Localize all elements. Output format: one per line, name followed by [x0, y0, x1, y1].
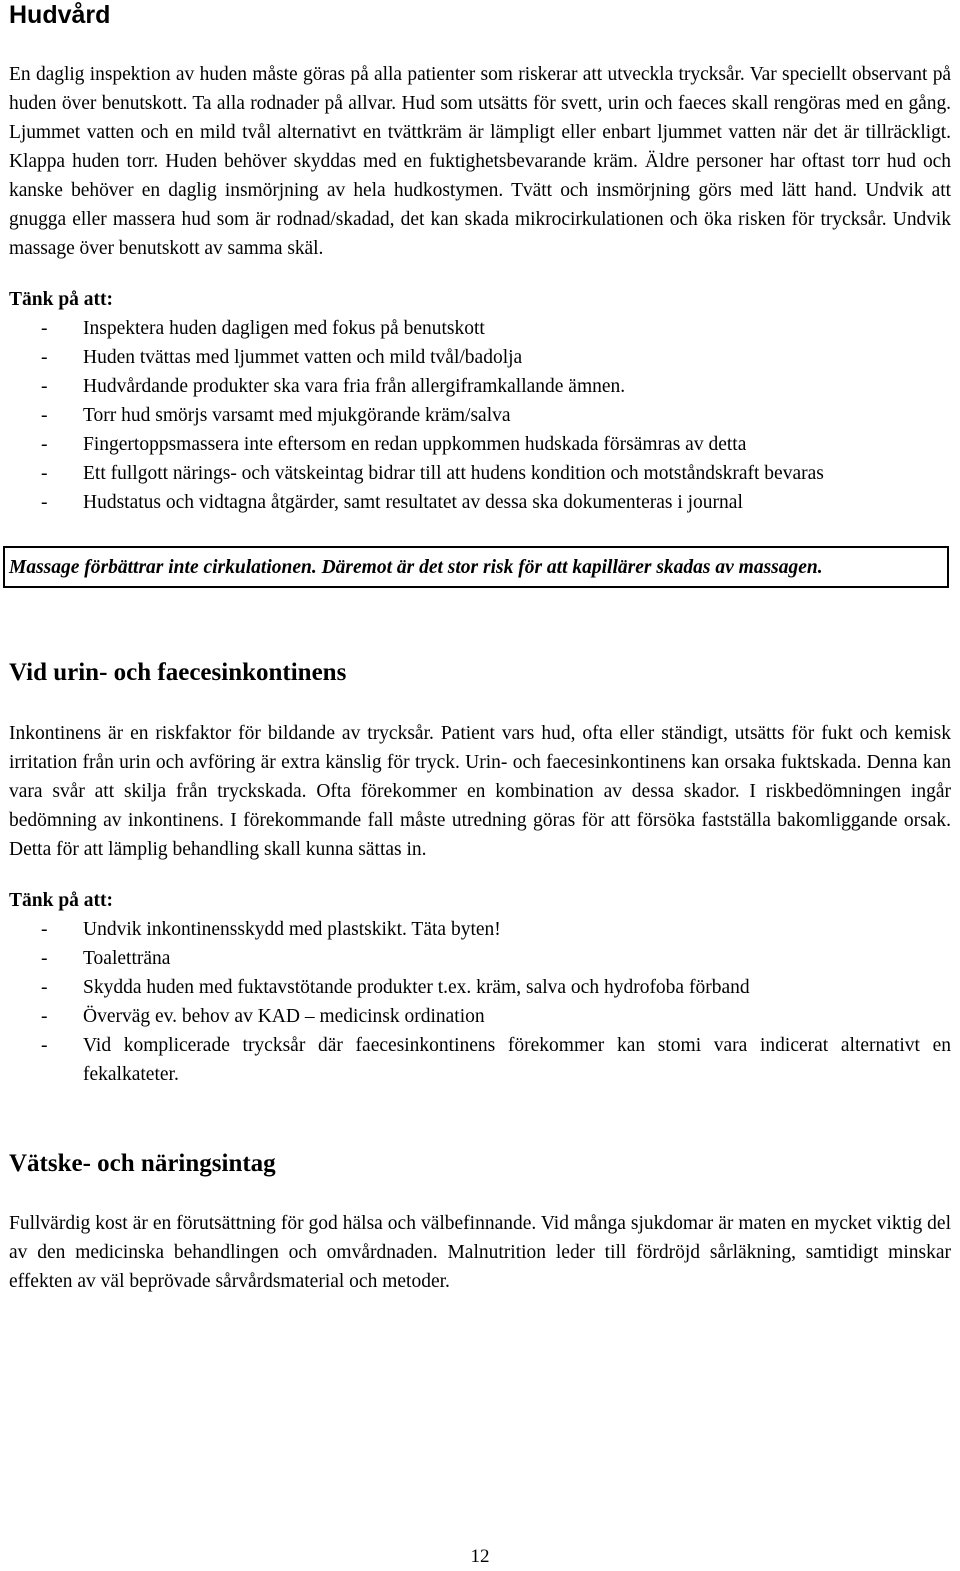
list-item: - Huden tvättas med ljummet vatten och mild tvål/badolja — [9, 343, 951, 372]
section-title-incontinence: Vid urin- och faecesinkontinens — [9, 659, 347, 686]
document-page — [9, 0, 951, 1296]
list-item: - Inspektera huden dagligen med fokus på benutskott — [9, 314, 951, 343]
page-number: 12 — [470, 1546, 490, 1567]
list-item: - Hudvårdande produkter ska vara fria från allergiframkallande ämnen. — [9, 372, 951, 401]
skin-care-intro: En daglig inspektion av huden måste göras på alla patienter som riskerar att utveckla trycksår. Var speciellt observant på huden över benutskott. Ta alla rodnader på allvar. Hud som utsätts för svett, urin och faeces skall rengöras med en gång. Ljummet vatten och en mild tvål alternativt en tvättkräm är lämpligt eller enbart ljummet vatten när det är tillräckligt. Klappa huden torr. Huden behöver skyddas med en fuktighetsbevarande kräm. Äldre personer har oftast torr hud och kanske behöver en daglig insmörjning av hela hudkostymen. Tvätt och insmörjning görs med lätt hand. Undvik att gnugga eller massera hud som är rodnad/skadad, det kan skada mikrocirkulationen och öka risken för trycksår. Undvik massage över benutskott av samma skäl. — [9, 64, 951, 259]
section-title-skin-care: Hudvård — [9, 1, 111, 29]
skin-care-list — [9, 314, 951, 517]
list-item: - Vid komplicerade trycksår där faecesinkontinens förekommer kan stomi vara indicerat alternativt en fekalkateter. — [9, 1031, 951, 1089]
think-label-skin-care: Tänk på att: — [9, 289, 114, 310]
list-item: - Ett fullgott närings- och vätskeintag bidrar till att hudens kondition och motståndskraft bevaras — [9, 459, 951, 488]
list-item: - Hudstatus och vidtagna åtgärder, samt resultatet av dessa ska dokumenteras i journal — [9, 488, 951, 517]
massage-callout-box: Massage förbättrar inte cirkulationen. Däremot är det stor risk för att kapillärer skadas av massagen. — [3, 546, 949, 588]
list-item: - Skydda huden med fuktavstötande produkter t.ex. kräm, salva och hydrofoba förband — [9, 973, 951, 1002]
list-item: - Undvik inkontinensskydd med plastskikt. Täta byten! — [9, 915, 951, 944]
nutrition-text: Fullvärdig kost är en förutsättning för god hälsa och välbefinnande. Vid många sjukdomar är maten en mycket viktig del av den medicinska behandlingen och omvårdnaden. Malnutrition leder till fördröjd sårläkning, samtidigt minskar effekten av väl beprövade sårvårdsmaterial och metoder. — [9, 1213, 951, 1292]
incontinence-list — [9, 915, 951, 1089]
list-item: - Fingertoppsmassera inte eftersom en redan uppkommen hudskada försämras av detta — [9, 430, 951, 459]
list-item: - Överväg ev. behov av KAD – medicinsk ordination — [9, 1002, 951, 1031]
list-item: - Torr hud smörjs varsamt med mjukgörande kräm/salva — [9, 401, 951, 430]
think-label-incontinence: Tänk på att: — [9, 890, 114, 911]
list-item: - Toaletträna — [9, 944, 951, 973]
incontinence-text: Inkontinens är en riskfaktor för bildande av trycksår. Patient vars hud, ofta eller ständigt, utsätts för fukt och kemisk irritation från urin och avföring är extra känslig för tryck. Urin- och faecesinkontinens kan orsaka fuktskada. Denna kan vara svår att skilja från tryckskada. Ofta förekommer en kombination av dessa skador. I riskbedömningen ingår bedömning av inkontinens. I förekommande fall måste utredning göras för att försöka fastställa bakomliggande orsak. Detta för att lämplig behandling skall kunna sättas in. — [9, 723, 951, 860]
section-title-nutrition: Vätske- och näringsintag — [9, 1150, 276, 1177]
